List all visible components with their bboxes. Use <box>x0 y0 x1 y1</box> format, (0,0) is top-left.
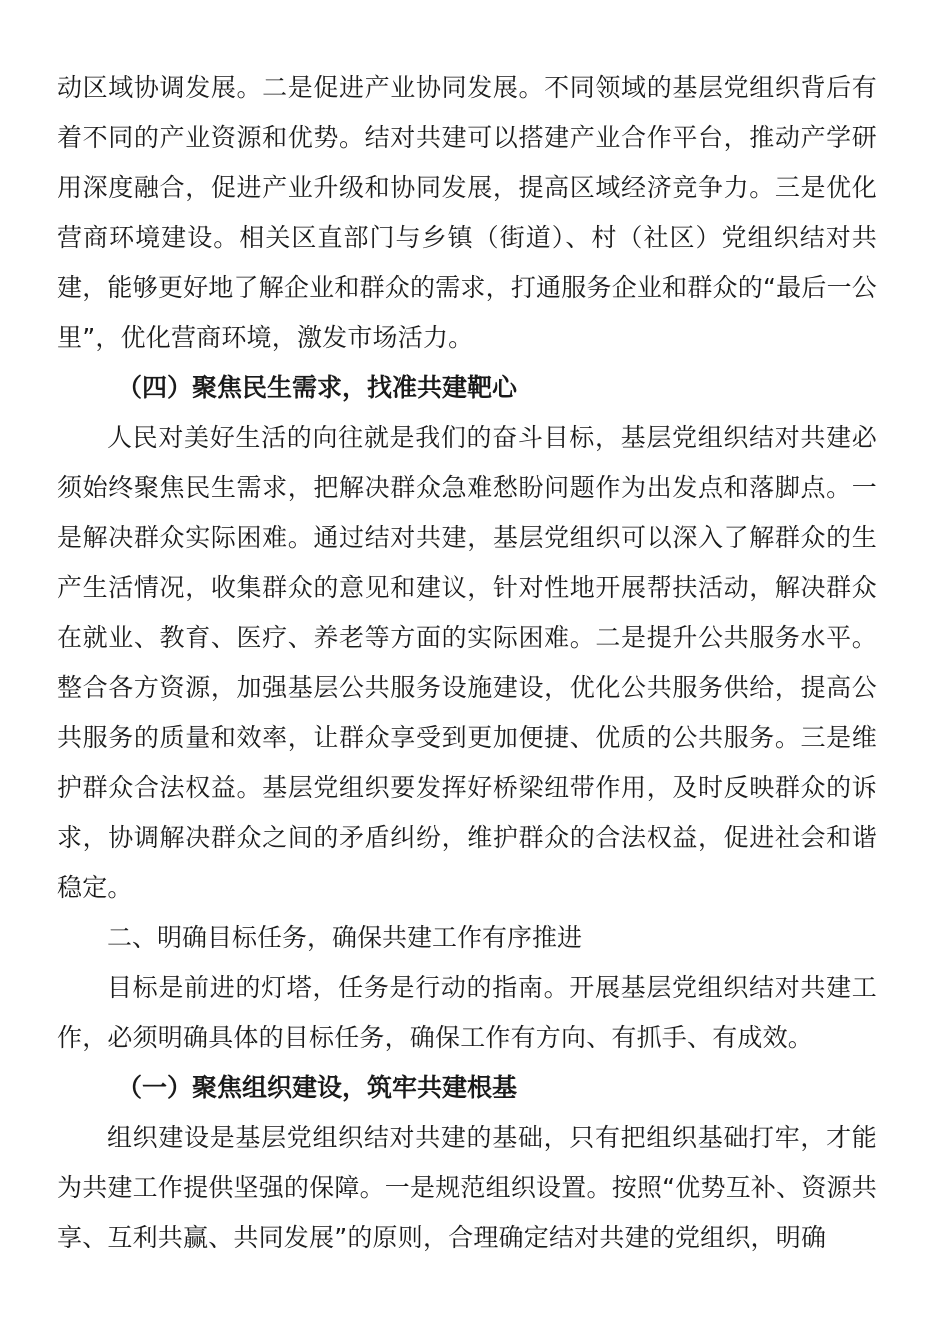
section-heading-livelihood: （四）聚焦民生需求，找准共建靶心 <box>117 373 518 402</box>
paragraph-livelihood: 人民对美好生活的向往就是我们的奋斗目标，基层党组织结对共建必须始终聚焦民生需求，把解决群众急难愁盼问题作为出发点和落脚点。一是解决群众实际困难。通过结对共建，基层党组织可以深入了解群众的生产生活情况，收集群众的意见和建议，针对性地开展帮扶活动，解决群众在就业、教育、医疗、养老等方面的实际困难。二是提升公共服务水平。整合各方资源，加强基层公共服务设施建设，优化公共服务供给，提高公共服务的质量和效率，让群众享受到更加便捷、优质的公共服务。三是维护群众合法权益。基层党组织要发挥好桥梁纽带作用，及时反映群众的诉求，协调解决群众之间的矛盾纠纷，维护群众的合法权益，促进社会和谐稳定。 <box>57 423 877 902</box>
section-heading-organization: （一）聚焦组织建设，筑牢共建根基 <box>117 1073 518 1102</box>
paragraph-regional-development: 动区域协调发展。二是促进产业协同发展。不同领域的基层党组织背后有着不同的产业资源和优势。结对共建可以搭建产业合作平台，推动产学研用深度融合，促进产业升级和协同发展，提高区域经济竞争力。三是优化营商环境建设。相关区直部门与乡镇（街道）、村（社区）党组织结对共建，能够更好地了解企业和群众的需求，打通服务企业和群众的“最后一公里”，优化营商环境，激发市场活力。 <box>57 73 877 352</box>
document-page <box>57 63 877 1263</box>
paragraph-organization: 组织建设是基层党组织结对共建的基础，只有把组织基础打牢，才能为共建工作提供坚强的保障。一是规范组织设置。按照“优势互补、资源共享、互利共赢、共同发展”的原则，合理确定结对共建的党组织，明确 <box>57 1123 877 1252</box>
paragraph-goals-intro: 目标是前进的灯塔，任务是行动的指南。开展基层党组织结对共建工作，必须明确具体的目标任务，确保工作有方向、有抓手、有成效。 <box>57 973 877 1052</box>
chapter-heading-goals: 二、明确目标任务，确保共建工作有序推进 <box>107 923 583 952</box>
